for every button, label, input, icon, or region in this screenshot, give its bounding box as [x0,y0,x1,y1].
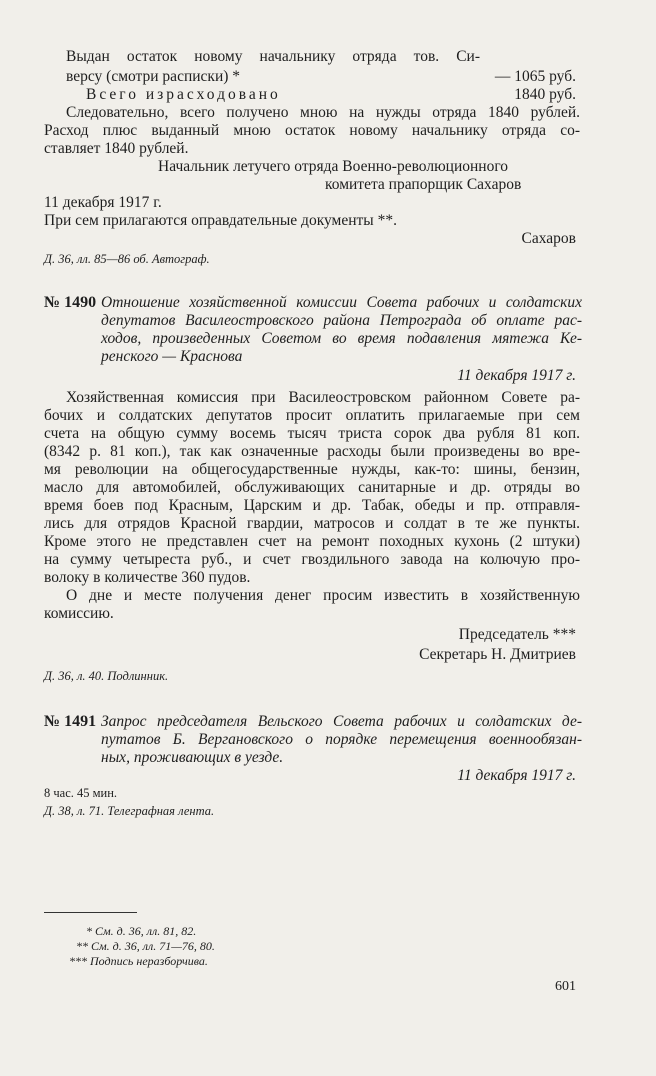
text-line: версу (смотри расписки) * [66,68,241,85]
body-line: на сумму четыреста руб., и счет гвоздильного завода на колючую про- [44,551,580,568]
signature-line: Начальник летучего отряда Военно-революционного [158,158,509,175]
signature-line: комитета прапорщик Сахаров [325,176,522,193]
document-date: 11 декабря 1917 г. [457,367,576,384]
body-line: мя революции на общегосударственные нужды, как-то: шины, бензин, [44,461,580,478]
body-line: Хозяйственная комиссия при Василеостровском районном Совете ра- [66,389,580,406]
signature-secretary: Секретарь Н. Дмитриев [419,646,576,663]
date-line: 11 декабря 1917 г. [44,194,162,211]
source-reference: Д. 36, лл. 85—86 об. Автограф. [44,252,210,266]
signature-chair: Председатель *** [458,626,576,643]
time-stamp: 8 час. 45 мин. [44,786,118,800]
signature-name: Сахаров [521,230,576,247]
document-number: № 1491 [44,713,97,730]
document-date: 11 декабря 1917 г. [457,767,576,784]
body-line: масло для автомобилей, обслуживающих санитарные и др. отряды во [44,479,580,496]
document-title-line: ных, проживающих в уезде. [101,749,284,766]
body-line: счета на общую сумму восемь тысяч триста сорок два рубля 81 коп. [44,425,580,442]
document-title-line: Запрос председателя Вельского Совета рабочих и солдатских де- [101,713,582,730]
document-title-line: ренского — Краснова [101,348,243,365]
text-line: Всего израсходовано [86,86,281,103]
footnote-divider [44,912,137,913]
body-line: волоку в количестве 360 пудов. [44,569,251,586]
text-line: ставляет 1840 рублей. [44,140,189,157]
page-number: 601 [555,979,576,994]
text-line: Выдан остаток новому начальнику отряда тов. Си- [66,48,480,65]
document-title-line: ходов, произведенных Советом во время подавления мятежа Ке- [101,330,582,347]
text-line: При сем прилагаются оправдательные документы **. [44,212,397,229]
body-line: (8342 р. 81 коп.), так как означенные расходы были произведены во вре- [44,443,580,460]
source-reference: Д. 38, л. 71. Телеграфная лента. [44,804,215,818]
body-line: время боев под Красным, Царским и др. Табак, обеды и пр. отправля- [44,497,580,514]
text-line: Следовательно, всего получено мною на нужды отряда 1840 рублей. [66,104,580,121]
text-line: Расход плюс выданный мною остаток новому начальнику отряда со- [44,122,580,139]
footnote: ** См. д. 36, лл. 71—76, 80. [76,939,215,953]
document-title-line: путатов Б. Вергановского о порядке перемещения военнообязан- [101,731,582,748]
body-line: лись для отрядов Красной гвардии, матросов и солдат в те же пункты. [44,515,580,532]
amount: 1840 руб. [514,86,576,103]
body-line: комиссию. [44,605,114,622]
body-line: О дне и месте получения денег просим известить в хозяйственную [66,587,580,604]
document-title-line: депутатов Василеостровского района Петрограда об оплате рас- [101,312,582,329]
source-reference: Д. 36, л. 40. Подлинник. [44,669,169,683]
body-line: Кроме этого не представлен счет на ремонт походных кухонь (2 штуки) [44,533,580,550]
footnote: * См. д. 36, лл. 81, 82. [86,924,197,938]
amount: — 1065 руб. [494,68,576,85]
document-number: № 1490 [44,294,97,311]
body-line: бочих и солдатских депутатов просит оплатить прилагаемые при сем [44,407,580,424]
footnote: *** Подпись неразборчива. [69,954,208,968]
document-title-line: Отношение хозяйственной комиссии Совета рабочих и солдатских [101,294,582,311]
